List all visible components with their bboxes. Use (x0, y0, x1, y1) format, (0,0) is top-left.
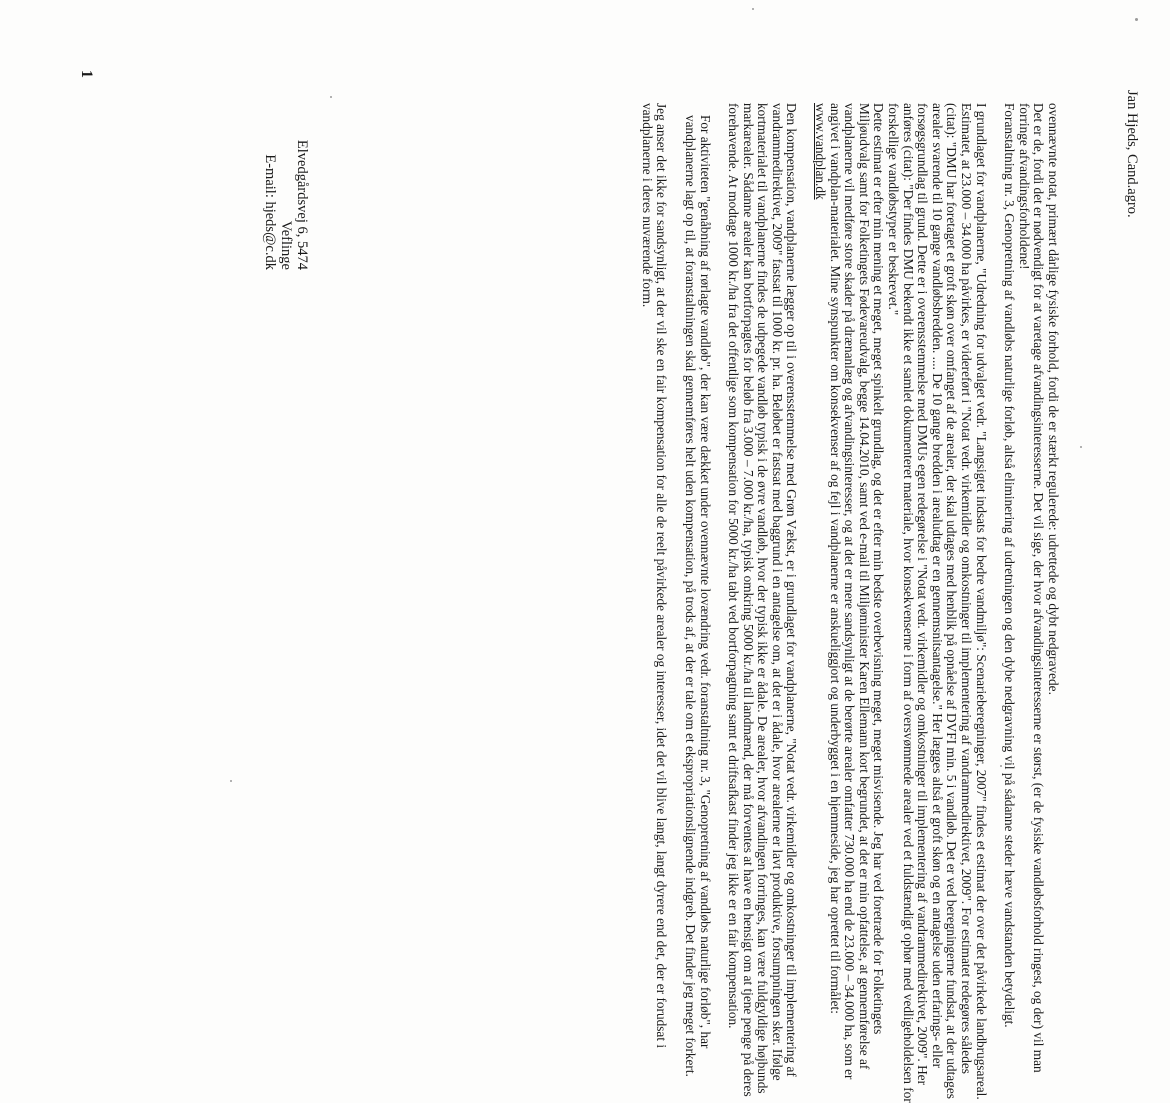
sender-email: E-mail: hjeds@c.dk (262, 154, 278, 270)
paragraph-7: For aktiviteten "genåbning af rørlagte vandløb", der kan være dækket under ovennævnte lovændring vedr. foranstaltning nr. 3, "Genopretning af vandløbs naturlige forløb", har vandplanerne lagt op til, at foranstaltningen skal gennemføres helt uden kompensation, på trods af, at der er tale om et ekspropriationslignende indgreb. Det finder jeg meget forkert. (682, 115, 713, 1077)
paragraph-5-text: Dette estimat er efter min mening et meget, meget spinkelt grundlag, og det er efter min bedste overbevisning meget, meget misvisende. Jeg har ved foretræde for Folketingets Miljøudvalg samt for Folketingets Fødevareudvalg, begge 14.04.2010, samt ved e-mail til Miljøminister Karen Ellemann kort begrundet, at det er min opfattelse, at gennemførelse af vandplanerne vil medføre store skader på drænanlæg og afvandingsinteresser, og at det er mere sandsynligt at de berørte arealer omfatter 730.000 ha end de 23.000 – 34.000 ha, som er angivet i vandplan-materialet. Mine synspunkter om konsekvenser af og fejl i vandplanerne er anskueliggjort og underbygget i en hjemmeside, jeg har oprettet til formålet: (827, 103, 887, 1080)
scan-speck (330, 96, 332, 98)
paragraph-1: ovennævnte notat, primært dårlige fysiske forhold, fordi de er stærkt regulerede: udrettede og dybt nedgravede. (1046, 103, 1061, 695)
scan-speck (1000, 765, 1002, 767)
paragraph-3: Foranstaltning nr. 3, Genopretning af vandløbs naturlige forløb, altså eliminering af udretningen og den dybe nedgravning vil på sådanne steder hæve vandstanden betydeligt. (1002, 103, 1018, 1028)
scan-speck (1080, 446, 1082, 448)
paragraph-5 (813, 103, 886, 1103)
author-name: Jan Hjeds, Cand.agro. (1124, 90, 1140, 218)
paragraph-2: Det er de, fordi det er nødvendigt for at varetage afvandingsinteresserne. Det vil sige, der hvor afvandingsinteresserne er størst, (er de fysiske vandløbsforhold ringest, og der) vil man forringe afvandingsforholdene! (1016, 103, 1047, 1073)
paragraph-8: Jeg anser det ikke for sandsynligt, at der vil ske en fair kompensation for alle de reelt påvirkede arealer og interesser, idet det vil blive langt, langt dyrere end det, der er forudsat i vandplanerne i deres nuværende form. (639, 103, 670, 1049)
scan-speck (752, 8, 754, 10)
paragraph-4: I grundlaget for vandplanerne, "Udredning for udvalget vedr. "Langsigtet indsats for bedre vandmiljø": Scenarieberegninger, 2007" findes et estimat der over det påvirkede landbrugsareal. Estimatet, at 23.000 – 34.000 ha påvirkes, er videreført i "Notat vedr. virkemidler og omkostninger til implementering af vandrammedirektivet, 2009". For estimatet redegøres således (citat): "DMU har foretaget et groft skøn over omfanget af de arealer, der skal udtages med henblik på opnåelse af DVFI min. 5 i vandløb. Det er ved beregningerne fundsat, at der udtages arealer svarende til 10 gange vandløbsbredden. .... De 10 gange bredden i arealudtag er en gennemsnitsantagelse." Her lægges altså et groft skøn og en antagelse uden erfarings- eller forsøgsgrundlag til grund. Dette er i overensstemmelse med DMUs egen redegørelse i "Notat vedr. virkemidler og omkostninger til implementering af vandrammedirektivet, 2009". Her anføres (citat): "Der findes DMU bekendt ikke et samlet dokumenteret materiale, hvor konsekvenserne i form af oversvømmede arealer ved et fuldstændigt ophør med vedligeholdelsen for forskellige vandløbstyper er beskrevet." (886, 103, 989, 1103)
page-number: 1 (78, 70, 95, 78)
sender-address: Elvedgårdsvej 6, 5474 Veflinge (278, 139, 310, 270)
scan-speck (1135, 18, 1138, 21)
scan-speck (230, 780, 232, 782)
paragraph-6: Den kompensation, vandplanerne lægger op til i overensstemmelse med Grøn Vækst, er i grundlaget for vandplanerne, "Notat vedr. virkemidler og omkostninger til implementering af vandrammedirektivet, 2009" fastsat til 1000 kr. pr. ha. Beløbet er fastsat med baggrund i en antagelse om, at det er i ådale, hvor arealerne er lavt produktive, forsumpningen sker. Ifølge kortmaterialet til vandplanerne findes de udpegede vandløb typisk i de øvre vandløb, hvor der typisk ikke er ådale. De arealer, hvor afvandingen forringes, kan være fuldgyldige højbunds markarealer. Sådanne arealer kan bortforpagtes for beløb fra 3.000 – 7.000 kr./ha, typisk omkring 5000 kr./ha til landmænd, der må forventes at have en hensigt om at tjene penge på deres forehavende. At modtage 1000 kr./ha fra det offentlige som kompensation for 5000 kr./ha tabt ved bortforpagtning samt et driftsafkast finder jeg ikke er en fair kompensation. (726, 103, 800, 1097)
website-link[interactable]: www.vandplan.dk (813, 103, 829, 200)
